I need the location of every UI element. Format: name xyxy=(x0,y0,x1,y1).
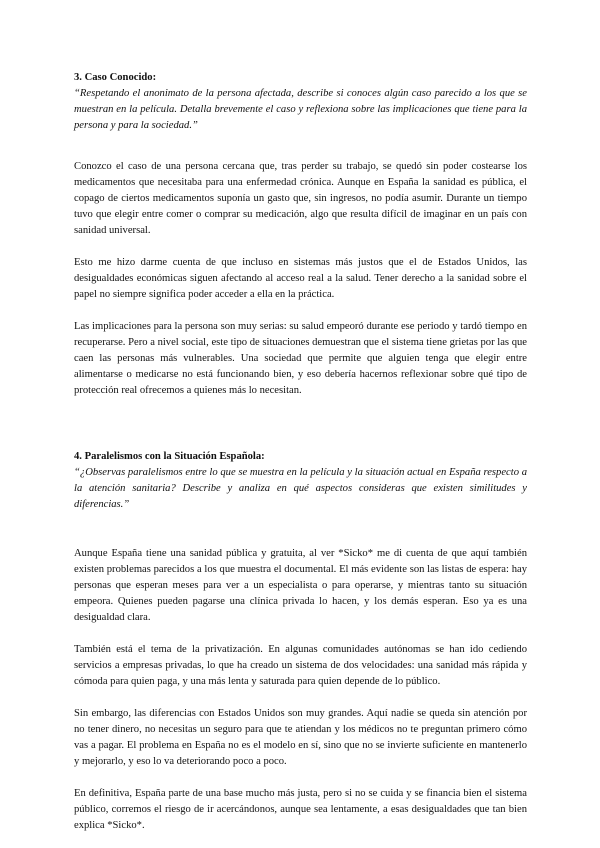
section-prompt: “¿Observas paralelismos entre lo que se muestra en la película y la situación actual en España respecto a la atención sanitaria? Describe y analiza en qué aspectos consideras que existen similitudes y diferencias.” xyxy=(74,467,527,510)
body-paragraph: Esto me hizo darme cuenta de que incluso en sistemas más justos que el de Estados Unidos, las desigualdades económicas siguen afectando al acceso real a la salud. Tener derecho a la sanidad sobre el papel no siempre significa poder acceder a ella en la práctica. xyxy=(74,257,527,300)
body-paragraph: También está el tema de la privatización. En algunas comunidades autónomas se han ido cediendo servicios a empresas privadas, lo que ha creado un sistema de dos velocidades: una sanidad más rápida y cómoda para quien paga, y una más lenta y saturada para quien depende de lo público. xyxy=(74,644,527,687)
section-heading: 4. Paralelismos con la Situación Española: xyxy=(74,451,265,462)
body-paragraph: Aunque España tiene una sanidad pública y gratuita, al ver *Sicko* me di cuenta de que aquí también existen problemas parecidos a los que muestra el documental. El más evidente son las listas de espera: hay personas que esperan meses para ver a un especialista o para operarse, y mientras tanto su situación empeora. Quienes pueden pagarse una clínica privada lo hacen, y los demás esperan. Eso ya es una desigualdad clara. xyxy=(74,548,527,623)
section-prompt: “Respetando el anonimato de la persona afectada, describe si conoces algún caso parecido a los que se muestran en la película. Detalla brevemente el caso y reflexiona sobre las implicaciones que tiene para la persona y para la sociedad.” xyxy=(74,88,527,131)
body-paragraph: Sin embargo, las diferencias con Estados Unidos son muy grandes. Aquí nadie se queda sin atención por no tener dinero, no necesitas un seguro para que te atiendan y los médicos no te preguntan primero cómo vas a pagar. El problema en España no es el modelo en sí, sino que no se invierte suficiente en mantenerlo y mejorarlo, y eso lo va deteriorando poco a poco. xyxy=(74,708,527,767)
body-paragraph: Las implicaciones para la persona son muy serias: su salud empeoró durante ese periodo y tardó tiempo en recuperarse. Pero a nivel social, este tipo de situaciones demuestran que el sistema tiene grietas por las que caen las personas más vulnerables. Una sociedad que permite que alguien tenga que elegir entre alimentarse o medicarse no está funcionando bien, y eso debería hacernos reflexionar sobre qué tipo de protección real ofrecemos a quienes más lo necesitan. xyxy=(74,321,527,396)
section-paralelismos xyxy=(74,449,527,834)
body-paragraph: En definitiva, España parte de una base mucho más justa, pero si no se cuida y se financia bien el sistema público, corremos el riesgo de ir acercándonos, aunque sea lentamente, a esas desigualdades que tan bien explica *Sicko*. xyxy=(74,788,527,831)
body-paragraph: Conozco el caso de una persona cercana que, tras perder su trabajo, se quedó sin poder costearse los medicamentos que necesitaba para una enfermedad crónica. Aunque en España la sanidad es pública, el copago de ciertos medicamentos suponía un gasto que, sin ingresos, no podía asumir. Durante un tiempo tuvo que elegir entre comer o comprar su medicación, algo que resulta difícil de imaginar en un país con sanidad universal. xyxy=(74,161,527,236)
section-caso-conocido xyxy=(74,70,527,399)
document-page xyxy=(74,70,527,834)
section-heading: 3. Caso Conocido: xyxy=(74,72,157,83)
